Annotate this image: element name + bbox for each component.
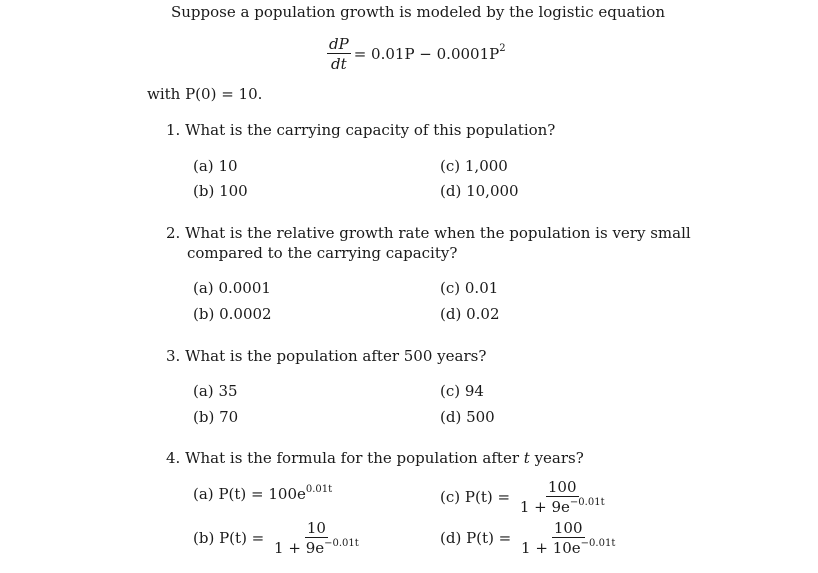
q2-option-c <box>440 279 498 297</box>
option-lhs: P(t) = <box>466 529 512 547</box>
q1-option-b <box>193 182 248 200</box>
question-text-after: years? <box>529 449 584 467</box>
q1-option-c <box>440 157 508 175</box>
question-number: 3. <box>166 347 181 365</box>
q1-option-a <box>193 157 238 175</box>
derivative-numerator: dP <box>329 35 349 53</box>
question-4 <box>166 449 584 467</box>
q4-option-c <box>440 479 610 515</box>
option-label: (c) <box>440 488 461 506</box>
option-label: (c) <box>440 382 461 400</box>
option-label: (a) <box>193 279 214 297</box>
option-label: (c) <box>440 157 461 175</box>
option-label: (a) <box>193 382 214 400</box>
q3-option-b <box>193 408 238 426</box>
fraction-numerator: 100 <box>547 478 577 496</box>
equation-rhs: = 0.01P − 0.0001P <box>353 45 500 63</box>
option-value: 1,000 <box>464 157 508 175</box>
option-lhs: P(t) = <box>464 488 511 506</box>
option-value: 500 <box>466 408 495 426</box>
question-text-line1: What is the relative growth rate when the population is very small <box>185 224 691 242</box>
option-label: (a) <box>193 485 214 503</box>
option-label: (b) <box>193 408 215 426</box>
option-value: 0.01 <box>464 279 499 297</box>
option-value: 0.0002 <box>219 305 272 323</box>
fraction-denominator: 1 + 9e <box>519 498 570 516</box>
q3-option-a <box>193 382 238 400</box>
option-label: (d) <box>440 529 462 547</box>
question-2 <box>166 224 691 262</box>
option-value: 0.02 <box>466 305 500 323</box>
question-text-before: What is the formula for the population after <box>185 449 524 467</box>
question-number: 1. <box>166 121 181 139</box>
q2-option-a <box>193 279 271 297</box>
q2-option-b <box>193 305 272 323</box>
option-fraction <box>519 520 617 556</box>
option-value: 94 <box>464 382 484 400</box>
question-number: 2. <box>166 224 181 242</box>
question-1 <box>166 121 555 139</box>
option-value: 0.0001 <box>218 279 271 297</box>
logistic-equation <box>324 36 506 72</box>
derivative-denominator: dt <box>331 55 347 73</box>
option-fraction <box>518 479 607 515</box>
question-variable: t <box>523 449 530 467</box>
intro-text: Suppose a population growth is modeled by the logistic equation <box>171 3 665 21</box>
option-value: 10 <box>218 157 238 175</box>
denominator-exponent: −0.01t <box>324 538 359 549</box>
option-label: (b) <box>193 529 215 547</box>
q2-option-d <box>440 305 500 323</box>
initial-condition: with P(0) = 10. <box>147 85 263 103</box>
option-label: (b) <box>193 305 215 323</box>
option-label: (b) <box>193 182 215 200</box>
option-lhs: P(t) = 100e <box>218 485 306 503</box>
q1-option-d <box>440 182 519 200</box>
question-text: What is the population after 500 years? <box>185 347 487 365</box>
question-3 <box>166 347 486 365</box>
fraction-numerator: 100 <box>553 519 583 537</box>
fraction-numerator: 10 <box>306 519 326 537</box>
option-label: (d) <box>440 305 462 323</box>
option-label: (c) <box>440 279 461 297</box>
question-number: 4. <box>166 449 181 467</box>
option-value: 35 <box>218 382 238 400</box>
denominator-exponent: −0.01t <box>580 538 616 549</box>
q3-option-d <box>440 408 495 426</box>
option-exponent: 0.01t <box>305 484 333 495</box>
equation-exponent: 2 <box>499 43 506 54</box>
question-text: What is the carrying capacity of this population? <box>185 121 556 139</box>
fraction-denominator: 1 + 9e <box>274 539 325 557</box>
derivative-fraction <box>327 36 351 72</box>
q4-option-d <box>440 520 620 556</box>
option-value: 70 <box>219 408 239 426</box>
option-label: (a) <box>193 157 214 175</box>
fraction-denominator: 1 + 10e <box>521 539 581 557</box>
option-value: 100 <box>219 182 248 200</box>
option-lhs: P(t) = <box>219 529 265 547</box>
option-value: 10,000 <box>466 182 519 200</box>
option-fraction <box>272 520 361 556</box>
option-label: (d) <box>440 182 462 200</box>
question-text-line2: compared to the carrying capacity? <box>187 244 458 262</box>
q3-option-c <box>440 382 484 400</box>
q4-option-b <box>193 520 364 556</box>
denominator-exponent: −0.01t <box>569 497 605 508</box>
option-label: (d) <box>440 408 462 426</box>
q4-option-a <box>193 485 332 503</box>
